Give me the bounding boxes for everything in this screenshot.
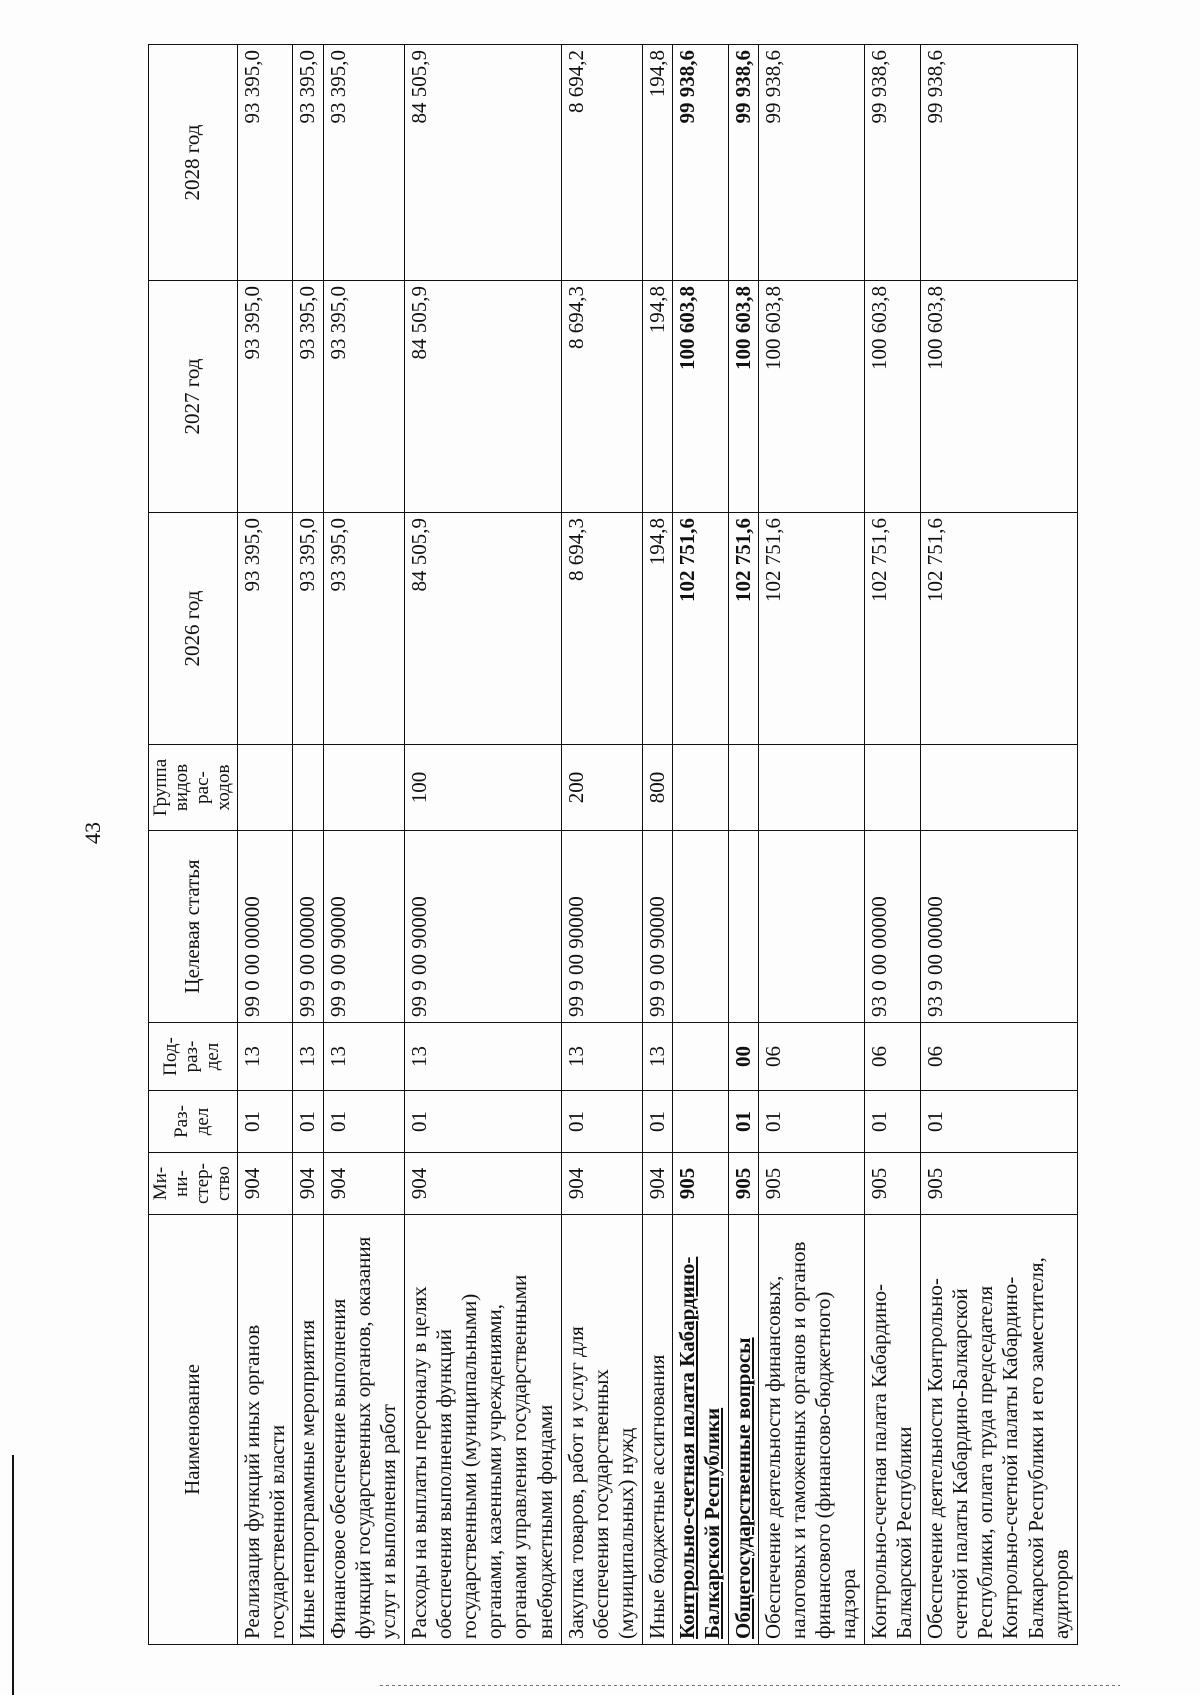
cell-name: Иные непрограммные мероприятия [293, 1215, 323, 1645]
cell-target: 99 9 00 90000 [404, 831, 561, 1023]
cell-subsection: 13 [642, 1023, 672, 1091]
cell-2026: 102 751,6 [672, 513, 728, 745]
cell-ministry: 904 [237, 1153, 293, 1215]
table-row [920, 45, 1077, 1645]
cell-2027: 8 694,3 [561, 281, 642, 513]
cell-ministry: 905 [758, 1153, 864, 1215]
cell-section: 01 [920, 1091, 1077, 1153]
cell-2028: 99 938,6 [758, 45, 864, 281]
cell-section: 01 [758, 1091, 864, 1153]
cell-expense-group [728, 745, 758, 831]
cell-2027: 100 603,8 [920, 281, 1077, 513]
cell-2026: 84 505,9 [404, 513, 561, 745]
table-header-row [149, 45, 238, 1645]
cell-name: Финансовое обеспечение выполнения функций государственных органов, оказания услуг и выполнения работ [323, 1215, 404, 1645]
cell-target: 99 9 00 90000 [323, 831, 404, 1023]
cell-expense-group: 100 [404, 745, 561, 831]
table-row [404, 45, 561, 1645]
cell-2028: 93 395,0 [293, 45, 323, 281]
cell-2028: 84 505,9 [404, 45, 561, 281]
cell-ministry: 904 [323, 1153, 404, 1215]
cell-ministry: 905 [865, 1153, 921, 1215]
page-number: 43 [80, 822, 105, 844]
header-2028: 2028 год [149, 45, 238, 281]
cell-2026: 93 395,0 [293, 513, 323, 745]
cell-expense-group [758, 745, 864, 831]
cell-name: Контрольно-счетная палата Кабардино-Балкарской Республики [865, 1215, 921, 1645]
cell-expense-group: 200 [561, 745, 642, 831]
header-ministry: Ми-ни-стер-ство [149, 1153, 238, 1215]
cell-2027: 194,8 [642, 281, 672, 513]
cell-subsection: 13 [561, 1023, 642, 1091]
cell-subsection: 13 [293, 1023, 323, 1091]
table-row [642, 45, 672, 1645]
cell-2027: 93 395,0 [237, 281, 293, 513]
header-subsection: Под-раз-дел [149, 1023, 238, 1091]
table-row [323, 45, 404, 1645]
cell-ministry: 904 [293, 1153, 323, 1215]
table-row [561, 45, 642, 1645]
scan-artifact-line [380, 1685, 1120, 1686]
cell-section: 01 [404, 1091, 561, 1153]
cell-section: 01 [865, 1091, 921, 1153]
table-row [728, 45, 758, 1645]
cell-section: 01 [323, 1091, 404, 1153]
cell-name: Контрольно-счетная палата Кабардино-Балкарской Республики [672, 1215, 728, 1645]
cell-name: Реализация функций иных органов государственной власти [237, 1215, 293, 1645]
cell-ministry: 905 [728, 1153, 758, 1215]
table-row [865, 45, 921, 1645]
cell-name: Обеспечение деятельности финансовых, налоговых и таможенных органов и органов финансового (финансово-бюджетного) надзора [758, 1215, 864, 1645]
table-row [293, 45, 323, 1645]
header-expense-group: Группа видов рас-ходов [149, 745, 238, 831]
cell-2028: 99 938,6 [728, 45, 758, 281]
cell-target: 99 9 00 90000 [561, 831, 642, 1023]
cell-2027: 100 603,8 [672, 281, 728, 513]
cell-2026: 102 751,6 [865, 513, 921, 745]
cell-expense-group [237, 745, 293, 831]
cell-expense-group: 800 [642, 745, 672, 831]
cell-2026: 93 395,0 [323, 513, 404, 745]
header-2027: 2027 год [149, 281, 238, 513]
cell-2028: 93 395,0 [237, 45, 293, 281]
cell-target: 93 9 00 00000 [920, 831, 1077, 1023]
cell-section: 01 [561, 1091, 642, 1153]
cell-subsection: 06 [758, 1023, 864, 1091]
cell-name: Расходы на выплаты персоналу в целях обеспечения выполнения функций государственными (муниципальными) органами, казенными учреждениями, органами управления государственными внебюджетными фондами [404, 1215, 561, 1645]
cell-name: Обеспечение деятельности Контрольно-счетной палаты Кабардино-Балкарской Республики, оплата труда председателя Контрольно-счетной палаты Кабардино-Балкарской Республики и его заместителя, аудиторов [920, 1215, 1077, 1645]
header-target: Целевая статья [149, 831, 238, 1023]
cell-section [672, 1091, 728, 1153]
cell-2028: 99 938,6 [672, 45, 728, 281]
table-row [758, 45, 864, 1645]
header-section: Раз-дел [149, 1091, 238, 1153]
cell-2027: 100 603,8 [865, 281, 921, 513]
cell-2026: 194,8 [642, 513, 672, 745]
cell-subsection: 13 [237, 1023, 293, 1091]
rotated-table-container [148, 45, 1078, 1645]
cell-section: 01 [237, 1091, 293, 1153]
cell-section: 01 [728, 1091, 758, 1153]
table-row [237, 45, 293, 1645]
cell-2028: 194,8 [642, 45, 672, 281]
cell-subsection: 06 [865, 1023, 921, 1091]
cell-2027: 93 395,0 [323, 281, 404, 513]
budget-table [148, 44, 1078, 1645]
cell-2028: 93 395,0 [323, 45, 404, 281]
cell-target: 99 0 00 00000 [237, 831, 293, 1023]
cell-2026: 102 751,6 [920, 513, 1077, 745]
cell-subsection: 13 [323, 1023, 404, 1091]
cell-ministry: 905 [672, 1153, 728, 1215]
cell-2026: 102 751,6 [728, 513, 758, 745]
cell-section: 01 [642, 1091, 672, 1153]
cell-expense-group [920, 745, 1077, 831]
header-name: Наименование [149, 1215, 238, 1645]
cell-name: Общегосударственные вопросы [728, 1215, 758, 1645]
cell-section: 01 [293, 1091, 323, 1153]
table-row [672, 45, 728, 1645]
cell-2027: 100 603,8 [728, 281, 758, 513]
cell-2028: 8 694,2 [561, 45, 642, 281]
cell-subsection: 00 [728, 1023, 758, 1091]
cell-target [728, 831, 758, 1023]
cell-target [672, 831, 728, 1023]
margin-rule [12, 1455, 14, 1695]
cell-2027: 100 603,8 [758, 281, 864, 513]
cell-2027: 84 505,9 [404, 281, 561, 513]
cell-target [758, 831, 864, 1023]
cell-2026: 102 751,6 [758, 513, 864, 745]
cell-target: 99 9 00 90000 [642, 831, 672, 1023]
cell-2027: 93 395,0 [293, 281, 323, 513]
cell-2026: 93 395,0 [237, 513, 293, 745]
cell-ministry: 904 [404, 1153, 561, 1215]
cell-ministry: 904 [561, 1153, 642, 1215]
cell-name: Иные бюджетные ассигнования [642, 1215, 672, 1645]
table-body [237, 45, 1077, 1645]
cell-expense-group [672, 745, 728, 831]
cell-target: 93 0 00 00000 [865, 831, 921, 1023]
cell-subsection [672, 1023, 728, 1091]
cell-subsection: 06 [920, 1023, 1077, 1091]
cell-2028: 99 938,6 [865, 45, 921, 281]
cell-ministry: 904 [642, 1153, 672, 1215]
cell-2026: 8 694,3 [561, 513, 642, 745]
header-2026: 2026 год [149, 513, 238, 745]
cell-expense-group [293, 745, 323, 831]
cell-target: 99 9 00 00000 [293, 831, 323, 1023]
cell-2028: 99 938,6 [920, 45, 1077, 281]
cell-subsection: 13 [404, 1023, 561, 1091]
cell-expense-group [865, 745, 921, 831]
cell-ministry: 905 [920, 1153, 1077, 1215]
cell-name: Закупка товаров, работ и услуг для обеспечения государственных (муниципальных) нужд [561, 1215, 642, 1645]
cell-expense-group [323, 745, 404, 831]
